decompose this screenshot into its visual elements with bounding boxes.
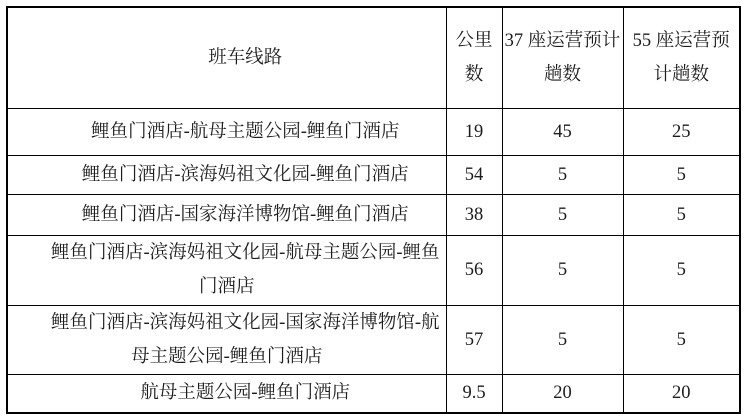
table-row (7, 305, 740, 374)
trips-37-cell: 5 (502, 305, 623, 374)
trips-37-cell: 45 (502, 108, 623, 155)
table-row (7, 194, 740, 235)
trips-37-cell: 5 (502, 194, 623, 235)
trips-55-cell: 5 (623, 305, 740, 374)
trips-55-cell: 20 (623, 374, 740, 413)
table-row (7, 108, 740, 155)
trips-37-cell: 20 (502, 374, 623, 413)
km-cell: 57 (446, 305, 502, 374)
table-row (7, 155, 740, 194)
header-cell-37-seat-trips: 37 座运营预计趟数 (502, 7, 623, 108)
route-cell: 鲤鱼门酒店-滨海妈祖文化园-航母主题公园-鲤鱼门酒店 (7, 235, 446, 305)
km-cell: 56 (446, 235, 502, 305)
trips-55-cell: 5 (623, 194, 740, 235)
route-cell: 航母主题公园-鲤鱼门酒店 (7, 374, 446, 413)
route-cell: 鲤鱼门酒店-滨海妈祖文化园-国家海洋博物馆-航母主题公园-鲤鱼门酒店 (7, 305, 446, 374)
route-cell: 鲤鱼门酒店-国家海洋博物馆-鲤鱼门酒店 (7, 194, 446, 235)
km-cell: 9.5 (446, 374, 502, 413)
table-row (7, 235, 740, 305)
table-row (7, 374, 740, 413)
trips-37-cell: 5 (502, 155, 623, 194)
bus-route-table (6, 6, 741, 414)
route-cell: 鲤鱼门酒店-滨海妈祖文化园-鲤鱼门酒店 (7, 155, 446, 194)
trips-55-cell: 5 (623, 235, 740, 305)
header-cell-route: 班车线路 (7, 7, 446, 108)
route-cell: 鲤鱼门酒店-航母主题公园-鲤鱼门酒店 (7, 108, 446, 155)
trips-55-cell: 5 (623, 155, 740, 194)
km-cell: 19 (446, 108, 502, 155)
km-cell: 54 (446, 155, 502, 194)
header-cell-km: 公里数 (446, 7, 502, 108)
trips-55-cell: 25 (623, 108, 740, 155)
header-cell-55-seat-trips: 55 座运营预计趟数 (623, 7, 740, 108)
trips-37-cell: 5 (502, 235, 623, 305)
km-cell: 38 (446, 194, 502, 235)
table-header-row (7, 7, 740, 108)
